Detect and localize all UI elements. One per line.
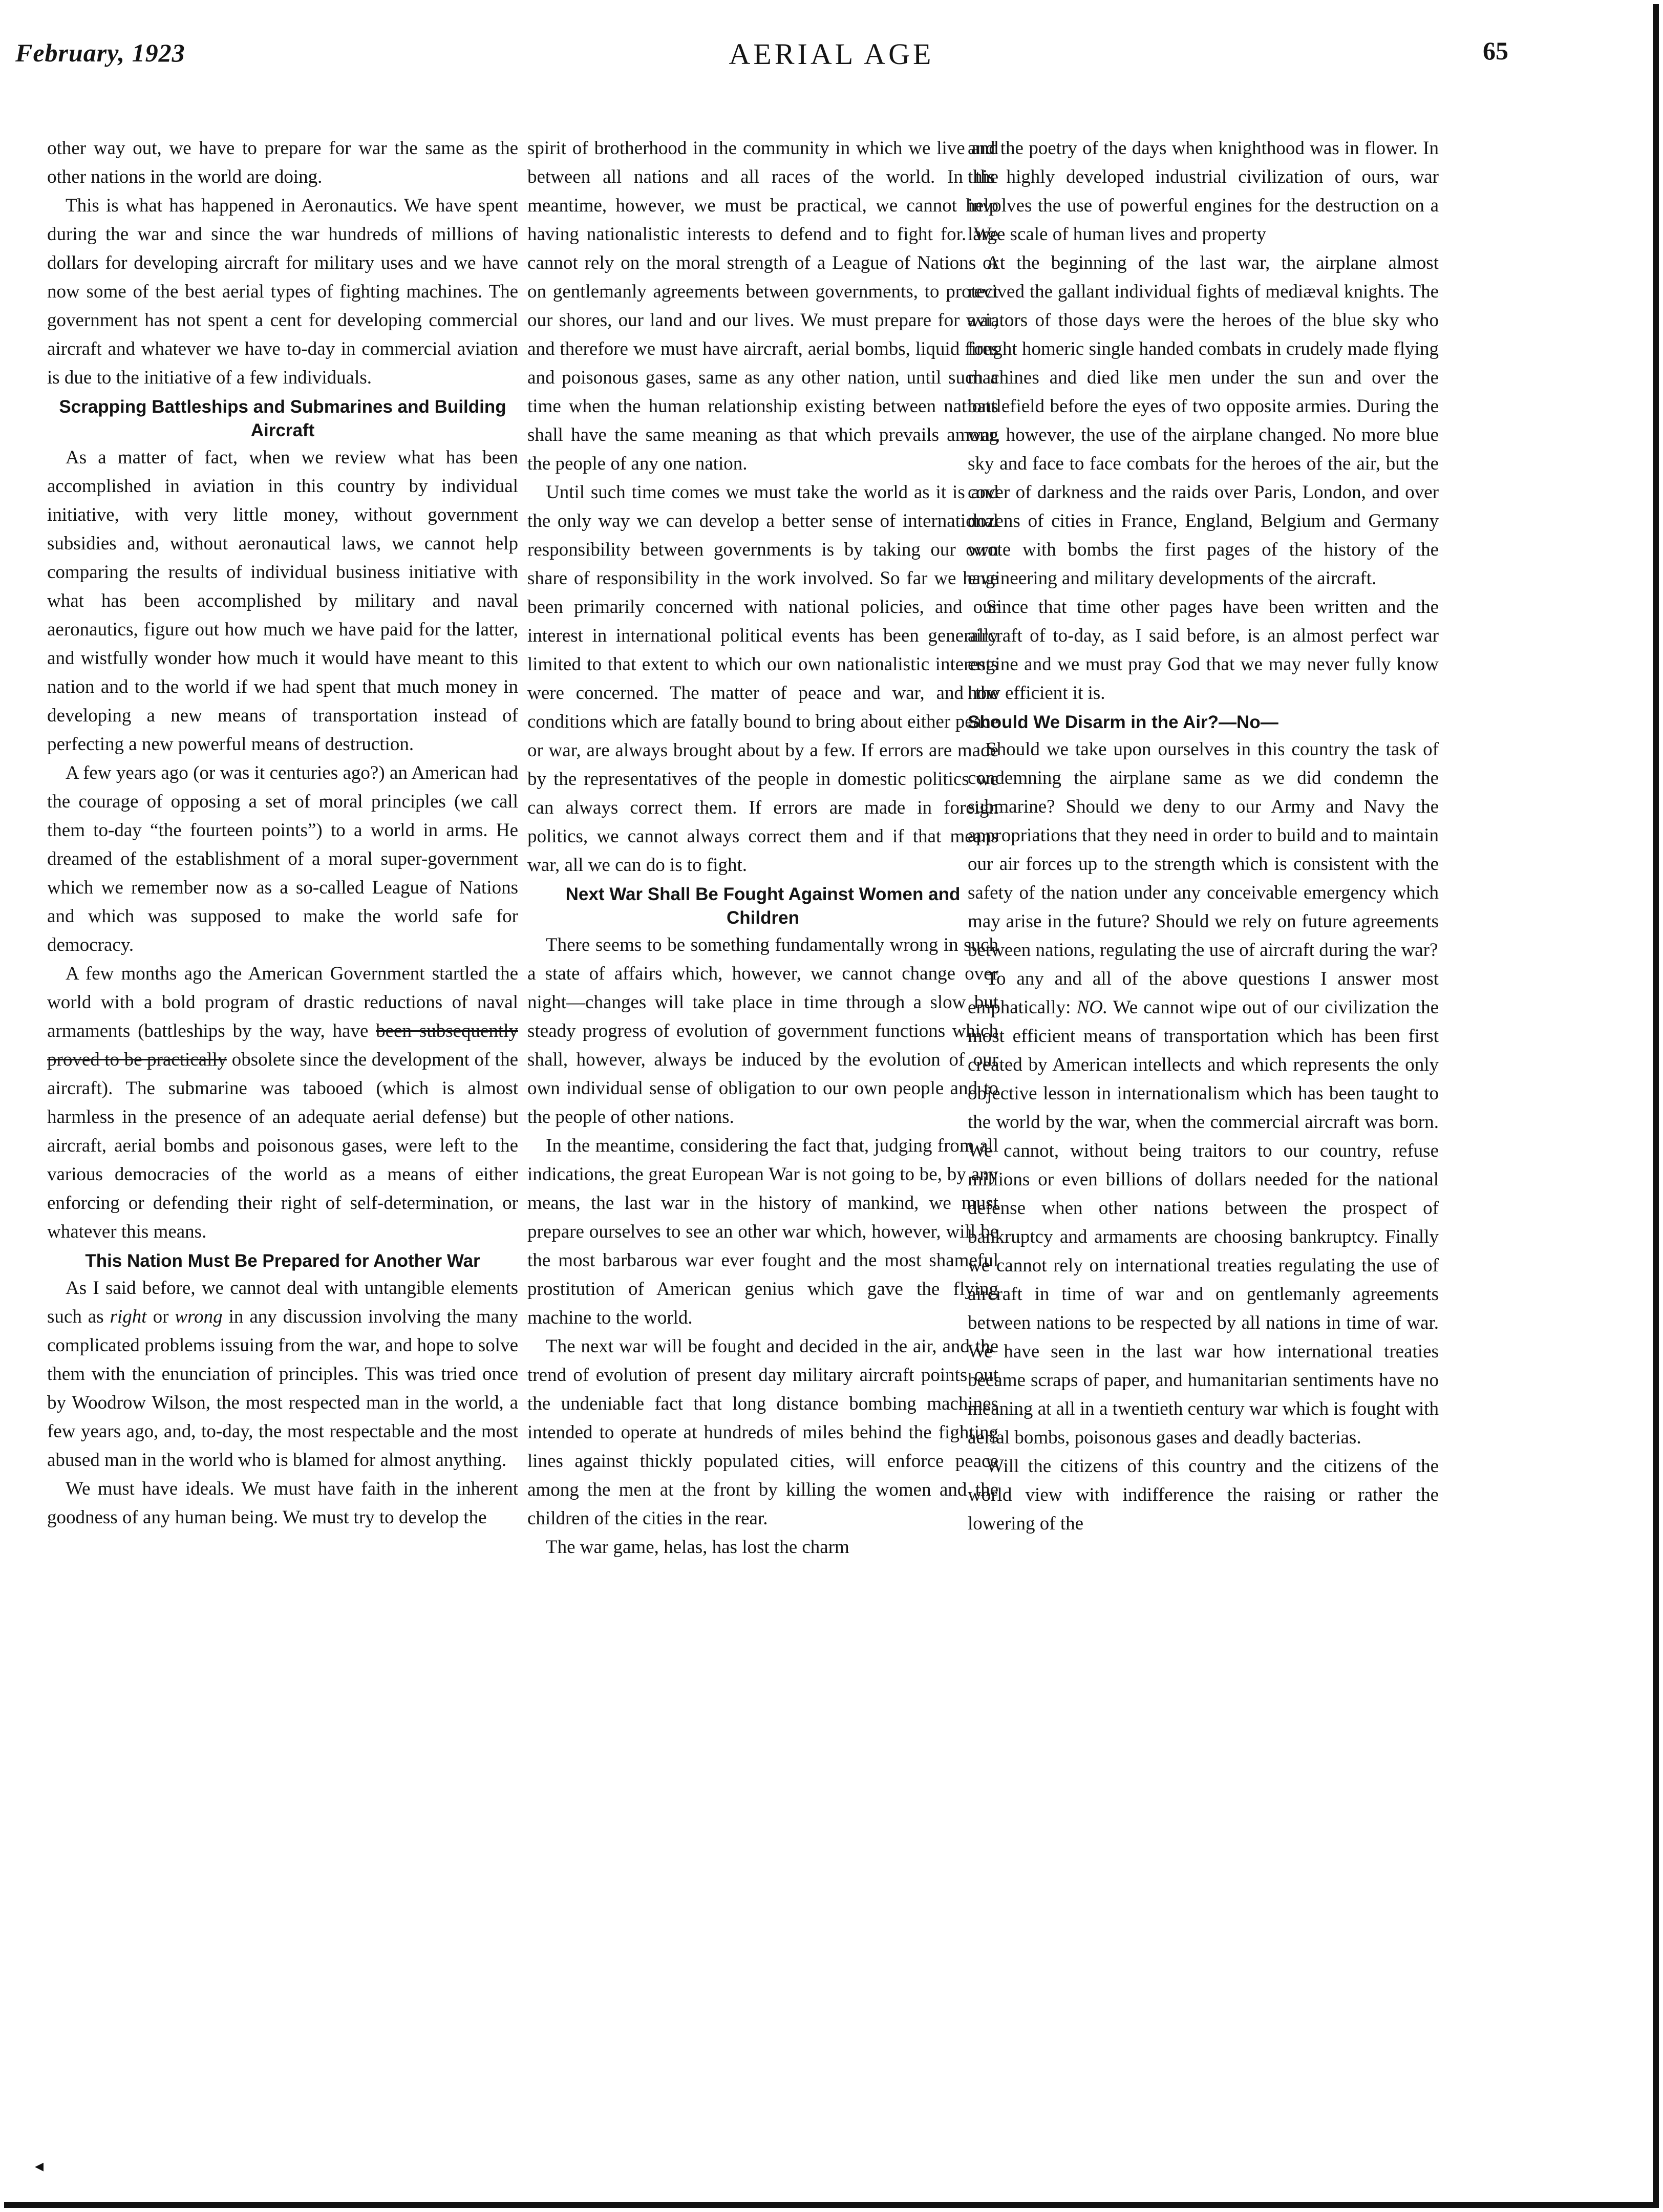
- page-number: 65: [1483, 36, 1508, 65]
- paragraph: [47, 960, 518, 1246]
- text-span: To any and all of the above questions I answer most emphatically:: [968, 968, 1439, 1018]
- paragraph: Until such time comes we must take the world as it is and the only way we can develop a better sense of international responsibility between governments is by taking our own share of responsibility in the work involved. So far we have been primarily concerned with national policies, and our interest in international political events has been generally limited to that extent to which our own nationalistic interests were concerned. The matter of peace and war, and the conditions which are fatally bound to bring about either peace or war, are always brought about by a few. If errors are made by the representatives of the people in domestic politics we can always correct them. If errors are made in foreign politics, we cannot always correct them and if that means war, all we can do is to fight.: [527, 482, 998, 876]
- text-span: or: [153, 1306, 169, 1327]
- paragraph: The next war will be fought and decided in the air, and the trend of evolution of present day military aircraft points out the undeniable fact that long distance bombing machines intended to operate at hundreds of miles behind the fighting lines against thickly populated cities, will enforce peace among the men at the front by killing the women and the children of the cities in the rear.: [527, 1336, 998, 1529]
- text-span: obsolete since the development of the aircraft). The submarine was tabooed (which is almost harmless in the presence of an adequate aerial defense) but aircraft, aerial bombs and poisonous gases, were left to the various democracies of the world as a means of either enforcing or defending their right of self-determination, or whatever this means.: [47, 1049, 518, 1242]
- emphasis-wrong: wrong: [175, 1306, 223, 1327]
- issue-date: February, 1923: [15, 38, 185, 67]
- article-column-1: [47, 134, 518, 2121]
- paragraph: This is what has happened in Aeronautics. We have spent during the war and since the war hundreds of millions of dollars for developing aircraft for military uses and we have now some of the best aerial types of fighting machines. The government has not spent a cent for developing commercial aircraft and whatever we have to-day in commercial aviation is due to the initiative of a few individuals.: [47, 195, 518, 388]
- section-heading: Should We Disarm in the Air?—No—: [968, 712, 1278, 732]
- text-span: As I said before, we cannot deal with untangible elements such as: [47, 1278, 518, 1327]
- text-span: A few months ago the American Government startled the world with a bold program of drastic reductions of naval armaments (battleships by the way, have: [47, 963, 518, 1041]
- text-span: in any discussion involving the many complicated problems issuing from the war, and hope to solve them with the enunciation of principles. This was tried once by Woodrow Wilson, the most respected man in the world, a few years ago, and, to-day, the most respectable and the most abused man in the world who is blamed for almost anything.: [47, 1306, 518, 1471]
- paragraph: We must have ideals. We must have faith in the inherent goodness of any human being. We must try to develop the: [47, 1478, 518, 1528]
- section-heading: This Nation Must Be Prepared for Another War: [85, 1251, 480, 1271]
- paragraph: Should we take upon ourselves in this country the task of condemning the airplane same as we did condemn the submarine? Should we deny to our Army and Navy the appropriations that they need in order to build and to maintain our air forces up to the strength which is consistent with the safety of the nation under any conceivable emergency which may arise in the future? Should we rely on future agreements between nations, regulating the use of aircraft during the war?: [968, 739, 1439, 961]
- section-heading: Next War Shall Be Fought Against Women and Children: [565, 884, 961, 928]
- paragraph: There seems to be something fundamentally wrong in such a state of affairs which, however, we cannot change over night—changes will take place in time through a slow but steady progress of evolution of government functions which shall, however, always be induced by the evolution of our own individual sense of obligation to our own people and to the people of other nations.: [527, 934, 998, 1128]
- article-column-2: [527, 134, 998, 2121]
- paragraph: In the meantime, considering the fact that, judging from all indications, the great European War is not going to be, by any means, the last war in the history of mankind, we must prepare ourselves to see an other war which, however, will be the most barbarous war ever fought and the most shameful prostitution of American genius which gave the flying machine to the world.: [527, 1135, 998, 1328]
- paragraph: [47, 1274, 518, 1475]
- emphasis-no: NO.: [1076, 997, 1108, 1018]
- page-header: [0, 33, 1663, 94]
- paragraph: A few years ago (or was it centuries ago?) an American had the courage of opposing a set of moral principles (we call them to-day “the fourteen points”) to a world in arms. He dreamed of the establishment of a moral super-government which we remember now as a so-called League of Nations and which was supposed to make the world safe for democracy.: [47, 762, 518, 955]
- paragraph: other way out, we have to prepare for war the same as the other nations in the world are doing.: [47, 138, 518, 187]
- struck-text: been subsequently proved to be practically: [47, 1020, 518, 1070]
- article-column-3: [968, 134, 1439, 2121]
- paragraph: and the poetry of the days when knighthood was in flower. In this highly developed industrial civilization of ours, war involves the use of powerful engines for the destruction on a large scale of human lives and property: [968, 138, 1439, 245]
- emphasis-right: right: [110, 1306, 147, 1327]
- magazine-title: AERIAL AGE: [729, 37, 934, 71]
- margin-mark-icon: ◂: [35, 2156, 44, 2176]
- paragraph: spirit of brotherhood in the community in which we live and between all nations and all races of the world. In the meantime, however, we must be practical, we cannot help having nationalistic interests to defend and to fight for. We cannot rely on the moral strength of a League of Nations or on gentlemanly agreements between governments, to protect our shores, our land and our lives. We must prepare for war, and therefore we must have aircraft, aerial bombs, liquid fires and poisonous gases, same as any other nation, until such a time when the human relationship existing between nations shall have the same meaning as that which prevails among the people of any one nation.: [527, 138, 998, 474]
- paragraph: Will the citizens of this country and the citizens of the world view with indifference the raising or rather the lowering of the: [968, 1456, 1439, 1534]
- paragraph: At the beginning of the last war, the airplane almost revived the gallant individual fights of mediæval knights. The aviators of those days were the heroes of the blue sky who fought homeric single handed combats in crudely made flying machines and died like men under the sun and over the battlefield before the eyes of two opposite armies. During the war, however, the use of the airplane changed. No more blue sky and face to face combats for the heroes of the air, but the cover of darkness and the raids over Paris, London, and over dozens of cities in France, England, Belgium and Germany wrote with bombs the first pages of the history of the engineering and military developments of the aircraft.: [968, 252, 1439, 589]
- text-span: We cannot wipe out of our civilization the most efficient means of transportation which has been first created by American intellects and which represents the only objective lesson in internationalism which has been taught to the world by the war, when the commercial aircraft was born. We cannot, without being traitors to our country, refuse millions or even billions of dollars needed for the national defense when other nations between the prospect of bankruptcy and armaments are choosing bankruptcy. Finally we cannot rely on international treaties regulating the use of aircraft in time of war and on gentlemanly agreements between nations to be respected by all nations in time of war. We have seen in the last war how international treaties became scraps of paper, and humanitarian sentiments have no meaning at all in a twentieth century war which is fought with aerial bombs, poisonous gases and deadly bacterias.: [968, 997, 1439, 1448]
- paragraph: Since that time other pages have been written and the aircraft of to-day, as I said before, is an almost perfect war engine and we must pray God that we may never fully know how efficient it is.: [968, 597, 1439, 704]
- paragraph: As a matter of fact, when we review what has been accomplished in aviation in this country by individual initiative, with very little money, without government subsidies and, without aeronautical laws, we cannot help comparing the results of individual business initiative with what has been accomplished by military and naval aeronautics, figure out how much we have paid for the latter, and wistfully wonder how much it would have meant to this nation and to the world if we had spent that much money in developing a new means of transportation instead of perfecting a new powerful means of destruction.: [47, 447, 518, 755]
- paragraph: The war game, helas, has lost the charm: [546, 1537, 849, 1558]
- section-heading: Scrapping Battleships and Submarines and Building Aircraft: [59, 397, 506, 440]
- paragraph: [968, 965, 1439, 1452]
